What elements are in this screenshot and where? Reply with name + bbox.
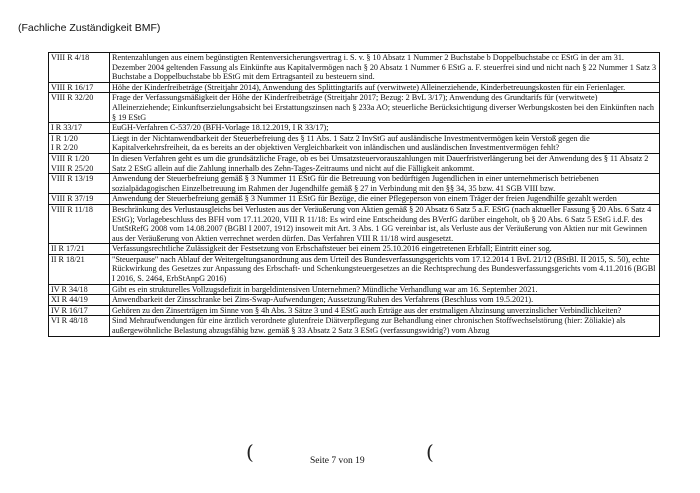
case-reference (49, 204, 110, 243)
case-number: VIII R 25/20 (51, 163, 94, 173)
case-reference (49, 194, 110, 205)
table-row (49, 284, 660, 295)
case-reference (49, 295, 110, 306)
case-description: EuGH-Verfahren C-537/20 (BFH-Vorlage 18.12.2019, I R 33/17); (110, 123, 660, 134)
case-number: XI R 44/19 (51, 295, 88, 305)
table-row (49, 244, 660, 255)
table-row (49, 295, 660, 306)
table-row (49, 254, 660, 284)
case-reference (49, 244, 110, 255)
case-number: IV R 16/17 (51, 305, 88, 315)
table-row (49, 194, 660, 205)
proceedings-table (48, 52, 660, 337)
case-reference (49, 305, 110, 316)
case-number: VIII R 1/20 (51, 153, 90, 163)
case-description: Frage der Verfassungsmäßigkeit der Höhe der Kinderfreibeträge (Streitjahr 2017; Bezug: 2 BvL 3/17); Anwendung des Grundtarifs für (verwitwete) Alleinerziehende; Einkunftserzielungsabsicht bei Erstattungszinsen nach § 233a AO; steuerliche Berücksichtigung diverser Werbungskosten bei den Einkünften nach § 19 EStG (110, 93, 660, 123)
table-row (49, 316, 660, 336)
case-number: VIII R 37/19 (51, 194, 94, 204)
table-row (49, 53, 660, 83)
case-description: Liegt in der Nichtanwendbarkeit der Steuerbefreiung des § 11 Abs. 1 Satz 2 InvStG auf ausländische Investmentvermögen kein Verstoß gegen die Kapitalverkehrsfreiheit, da es bereits an der objektiven Vergleichbarkeit von inländischen und ausländischen Investmentvermögen fehlt? (110, 133, 660, 153)
right-scan-mark: ( (426, 440, 434, 464)
left-scan-mark: ( (246, 440, 254, 464)
case-description: Rentenzahlungen aus einem begünstigten Rentenversicherungsvertrag i. S. v. § 10 Absatz 1 Nummer 2 Buchstabe b Doppelbuchstabe cc EStG in der am 31. Dezember 2004 geltenden Fassung als Einkünfte aus Kapitalvermögen nach § 20 Absatz 1 Nummer 6 EStG a. F. steuerfrei sind und nicht nach § 22 Nummer 1 Satz 3 Buchstabe a Doppelbuchstabe bb EStG mit dem Ertragsanteil zu besteuern sind. (110, 53, 660, 83)
case-number: VI R 48/18 (51, 316, 88, 326)
case-description: Anwendung der Steuerbefreiung gemäß § 3 Nummer 11 EStG für Bezüge, die einer Pflegeperson von einem Träger der freien Jugendhilfe gezahlt werden (110, 194, 660, 205)
table-row (49, 133, 660, 153)
document-header: (Fachliche Zuständigkeit BMF) (18, 22, 161, 34)
case-description: Anwendbarkeit der Zinsschranke bei Zins-Swap-Aufwendungen; Aussetzung/Ruhen des Verfahrens (Beschluss vom 19.5.2021). (110, 295, 660, 306)
case-reference (49, 93, 110, 123)
table-row (49, 305, 660, 316)
case-reference (49, 284, 110, 295)
case-number: II R 17/21 (51, 244, 85, 254)
case-description: Verfassungsrechtliche Zulässigkeit der Festsetzung von Erbschaftsteuer bei einem 25.10.2016 eingetretenen Erbfall; Eintritt einer sog. (110, 244, 660, 255)
table-row (49, 93, 660, 123)
case-description: Anwendung der Steuerbefreiung gemäß § 3 Nummer 11 EStG für die Betreuung von bedürftigen Jugendlichen in einer unternehmerisch betriebenen sozialpädagogischen Einzelbetreuung im Rahmen der Jugendhilfe gemäß § 27 in Verbindung mit den §§ 34, 35 bzw. 41 SGB VIII bzw. (110, 174, 660, 194)
case-description: Gibt es ein strukturelles Vollzugsdefizit in bargeldintensiven Unternehmen? Mündliche Verhandlung war am 16. September 2021. (110, 284, 660, 295)
case-reference (49, 174, 110, 194)
table-row (49, 123, 660, 134)
case-number: VIII R 16/17 (51, 82, 94, 92)
case-number: IV R 34/18 (51, 284, 88, 294)
case-number: I R 2/20 (51, 143, 78, 153)
case-number: I R 1/20 (51, 133, 78, 143)
case-number: VIII R 11/18 (51, 204, 93, 214)
case-reference (49, 316, 110, 336)
table-row (49, 204, 660, 243)
table-row (49, 174, 660, 194)
case-reference (49, 153, 110, 173)
case-number: I R 33/17 (51, 123, 82, 133)
table-row (49, 82, 660, 93)
case-description: "Steuerpause" nach Ablauf der Weitergeltungsanordnung aus dem Urteil des Bundesverfassungsgerichts vom 17.12.2014 1 BvL 21/12 (BStBl. II 2015, S. 50), echte Rückwirkung des Gesetzes zur Anpassung des Erbschaft- und Schenkungsteuergesetzes an die Rechtsprechung des Bundesverfassungsgerichts vom 4.11.2016 (BGBl I 2016, S. 2464, ErbStAnpG 2016) (110, 254, 660, 284)
case-reference (49, 254, 110, 284)
case-number: VIII R 4/18 (51, 53, 90, 62)
case-number: VIII R 13/19 (51, 174, 94, 184)
case-description: Gehören zu den Zinserträgen im Sinne von § 4h Abs. 3 Sätze 3 und 4 EStG auch Erträge aus der erstmaligen Abzinsung unverzinslicher Verbindlichkeiten? (110, 305, 660, 316)
page-number: Seite 7 von 19 (310, 456, 365, 466)
case-reference (49, 53, 110, 83)
case-description: Höhe der Kinderfreibeträge (Streitjahr 2014), Anwendung des Splittingtarifs auf (verwitwete) Alleinerziehende, Kinderbetreuungskosten für ein Ferienlager. (110, 82, 660, 93)
case-reference (49, 82, 110, 93)
case-reference (49, 123, 110, 134)
case-number: II R 18/21 (51, 254, 85, 264)
case-description: In diesen Verfahren geht es um die grundsätzliche Frage, ob es bei Umsatzsteuervorauszahlungen mit Dauerfristverlängerung bei der Anwendung des § 11 Absatz 2 Satz 2 EStG allein auf die Zahlung innerhalb des Zehn-Tages-Zeitraums und nicht auf die Fälligkeit ankommt. (110, 153, 660, 173)
table-row (49, 153, 660, 173)
case-reference (49, 133, 110, 153)
proceedings-table-body (49, 53, 660, 337)
case-description: Sind Mehraufwendungen für eine ärztlich verordnete glutenfreie Diätverpflegung zur Behandlung einer chronischen Stoffwechselstörung (hier: Zöliakie) als außergewöhnliche Belastung abzugsfähig bzw. gemäß § 33 Absatz 2 Satz 3 EStG (verfassungswidrig?) vom Abzug (110, 316, 660, 336)
case-number: VIII R 32/20 (51, 93, 94, 103)
case-description: Beschränkung des Verlustausgleichs bei Verlusten aus der Veräußerung von Aktien gemäß § 20 Absatz 6 Satz 5 a.F. EStG (nach aktueller Fassung § 20 Abs. 6 Satz 4 EStG); Vorlagebeschluss des BFH vom 17.11.2020, VIII R 11/18: Es wird eine Entscheidung des BVerfG darüber eingeholt, ob § 20 Abs. 6 Satz 5 EStG i.d.F. des UntStRefG 2008 vom 14.08.2007 (BGBl I 2007, 1912) insoweit mit Art. 3 Abs. 1 GG vereinbar ist, als Verluste aus der Veräußerung von Aktien nur mit Gewinnen aus der Veräußerung von Aktien verrechnet werden dürfen. Das Verfahren VIII R 11/18 wird ausgesetzt. (110, 204, 660, 243)
